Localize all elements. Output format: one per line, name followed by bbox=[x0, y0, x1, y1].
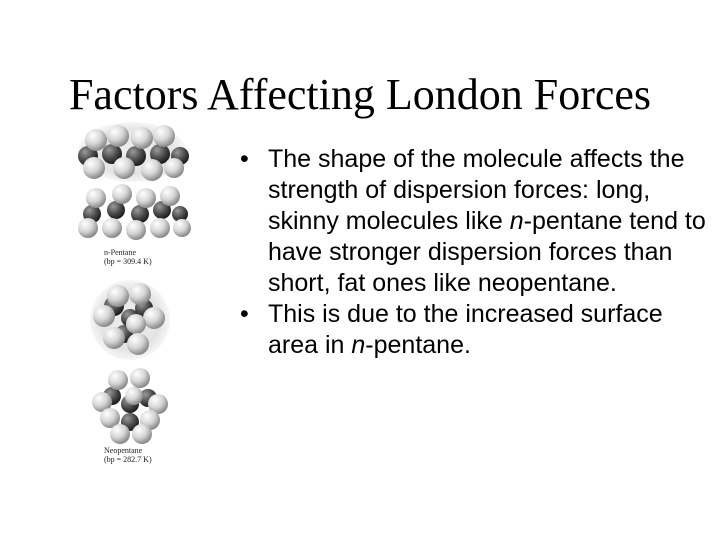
italic-n: n bbox=[509, 207, 524, 235]
neopentane-ball-model bbox=[92, 368, 168, 444]
bullet-text: The shape of the molecule affects the strength of dispersion forces: long, skinny molecules like bbox=[268, 145, 685, 235]
bullet-item bbox=[240, 144, 710, 299]
bullet-text: -pentane tend to have stronger dispersion forces than short, fat ones like neopentane. bbox=[268, 207, 706, 297]
bullet-text: This is due to the increased surface area in bbox=[268, 300, 663, 359]
neopentane-boiling-point: (bp = 282.7 K) bbox=[104, 455, 152, 464]
italic-n: n bbox=[351, 331, 366, 359]
n-pentane-ball-model bbox=[78, 184, 191, 240]
n-pentane-name: n-Pentane bbox=[104, 248, 136, 257]
neopentane-name: Neopentane bbox=[104, 446, 143, 455]
n-pentane-boiling-point: (bp = 309.4 K) bbox=[104, 257, 152, 266]
n-pentane-caption bbox=[104, 248, 152, 266]
neopentane-space-filling-model bbox=[90, 280, 170, 360]
bullet-item bbox=[240, 299, 710, 361]
bullet-list bbox=[240, 144, 710, 361]
neopentane-caption bbox=[104, 446, 152, 464]
bullet-text: -pentane. bbox=[365, 331, 471, 359]
molecule-models-figure bbox=[74, 118, 194, 478]
slide-title: Factors Affecting London Forces bbox=[68, 70, 652, 120]
n-pentane-space-filling-model bbox=[78, 122, 189, 182]
